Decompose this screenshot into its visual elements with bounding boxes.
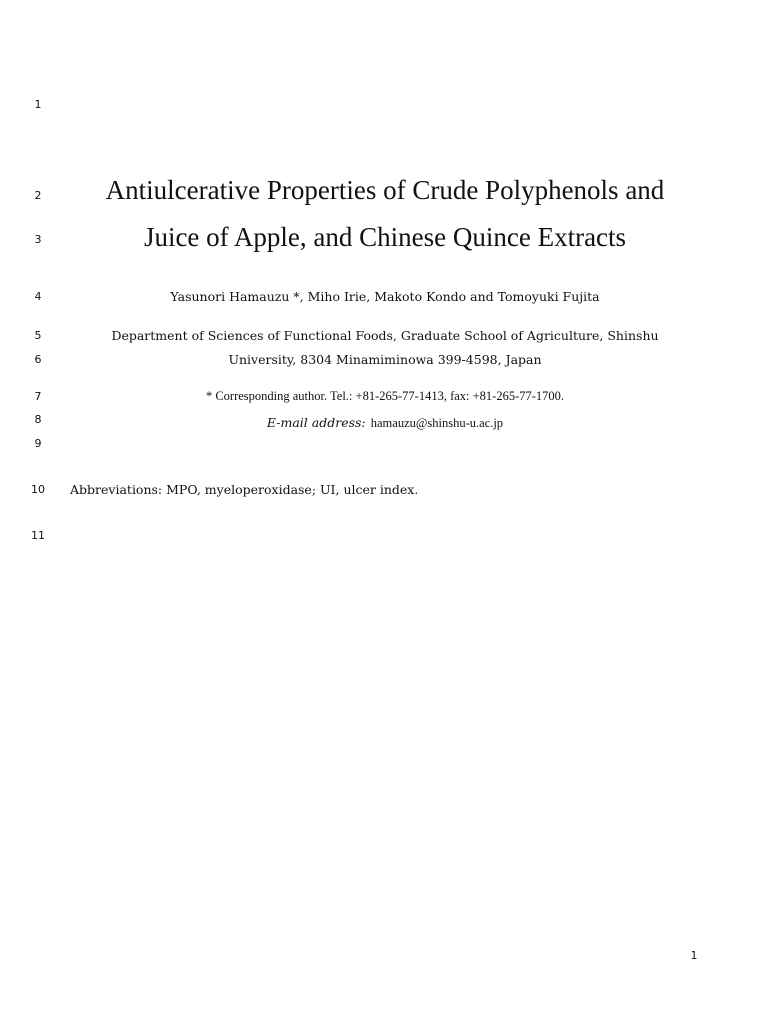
email-address[interactable]: hamauzu@shinshu-u.ac.jp — [370, 416, 504, 430]
abbreviations-line: Abbreviations: MPO, myeloperoxidase; UI, ulcer index. — [70, 482, 419, 497]
line-number-10: 10 — [31, 483, 45, 496]
line-number-1: 1 — [34, 98, 42, 111]
line-number-4: 4 — [34, 290, 42, 303]
author-list: Yasunori Hamauzu *, Miho Irie, Makoto Kondo and Tomoyuki Fujita — [170, 289, 600, 304]
page-number: 1 — [690, 949, 698, 962]
line-number-5: 5 — [34, 329, 42, 342]
line-number-2: 2 — [34, 189, 42, 202]
line-number-7: 7 — [34, 390, 42, 403]
email-label: E-mail address: — [266, 415, 366, 430]
email-line — [60, 412, 710, 431]
line-number-3: 3 — [34, 233, 42, 246]
line-number-8: 8 — [34, 413, 42, 426]
line-number-6: 6 — [34, 353, 42, 366]
corresponding-author-note: * Corresponding author. Tel.: +81-265-77-1413, fax: +81-265-77-1700. — [205, 389, 565, 403]
line-number-11: 11 — [31, 529, 45, 542]
affiliation-line-1: Department of Sciences of Functional Foods, Graduate School of Agriculture, Shinshu — [111, 328, 659, 343]
affiliation-line-2: University, 8304 Minamiminowa 399-4598, Japan — [228, 352, 542, 367]
line-number-9: 9 — [34, 437, 42, 450]
paper-title-line-1: Antiulcerative Properties of Crude Polyphenols and — [105, 175, 665, 205]
paper-title-line-2: Juice of Apple, and Chinese Quince Extracts — [143, 222, 627, 252]
